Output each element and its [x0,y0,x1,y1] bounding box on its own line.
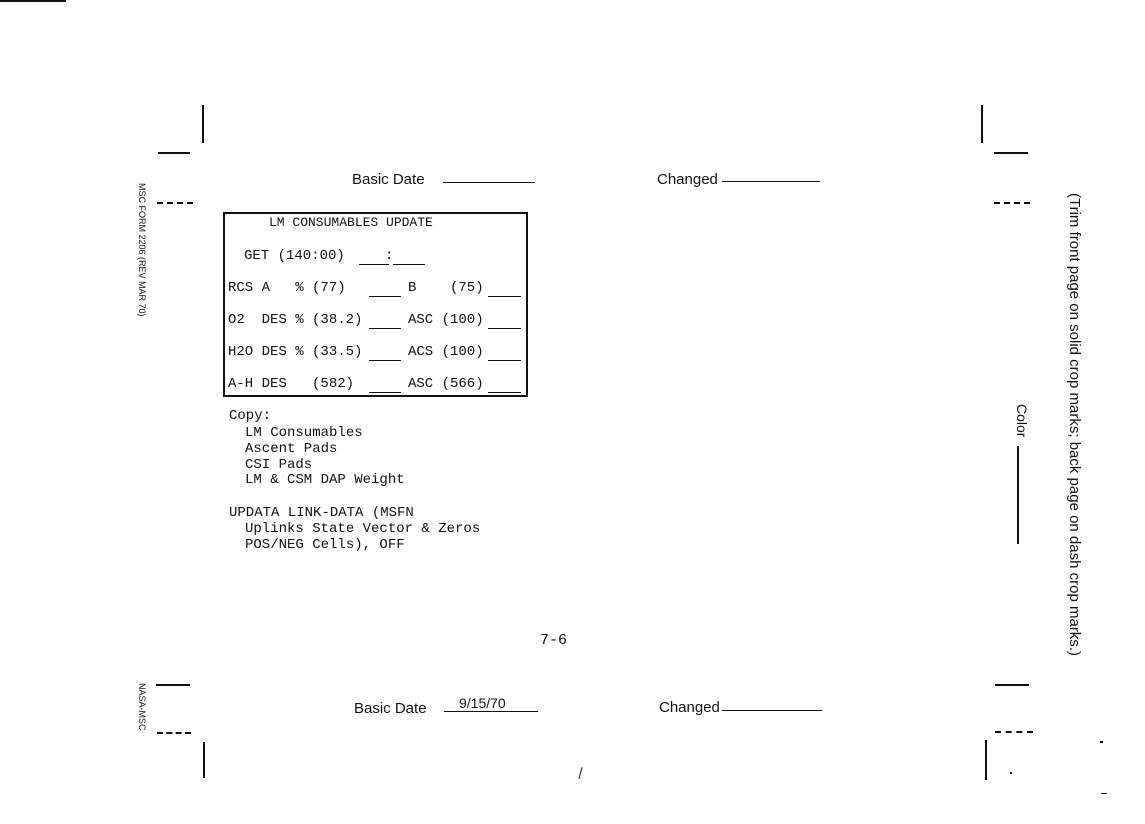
rcs-a-field[interactable] [369,296,401,297]
footer-basic-date-label: Basic Date [354,700,427,717]
scan-speck [1100,741,1103,743]
row-h2o-right: ACS (100) [408,344,484,360]
row-ah-left: A-H DES (582) [228,376,355,392]
footer-changed-field[interactable] [722,710,822,711]
copy-item: LM & CSM DAP Weight [245,472,405,488]
copy-item: Ascent Pads [245,441,338,457]
dash-crop-mark [157,202,193,204]
get-colon: : [385,248,394,264]
crop-mark-horizontal [158,152,190,154]
color-field[interactable] [1017,446,1019,544]
header-basic-date-label: Basic Date [352,171,425,188]
h2o-acs-field[interactable] [488,360,521,361]
copy-item: CSI Pads [245,457,313,473]
scan-speck [1101,793,1107,794]
row-ah-right: ASC (566) [408,376,484,392]
footer-changed-label: Changed [659,699,720,716]
row-o2-right: ASC (100) [408,312,484,328]
consumables-box [223,212,528,397]
header-changed-field[interactable] [722,181,820,182]
crop-mark-horizontal [995,684,1029,686]
ah-asc-field[interactable] [488,392,521,393]
form-footer: NASA-MSC [137,683,147,731]
updata-line: POS/NEG Cells), OFF [245,537,405,553]
o2-des-field[interactable] [369,328,401,329]
get-hours-field[interactable] [359,264,389,265]
page-number: 7-6 [540,632,568,649]
updata-line: UPDATA LINK-DATA (MSFN [229,505,414,521]
updata-line: Uplinks State Vector & Zeros [245,521,481,537]
scan-speck [578,767,582,779]
row-o2-left: O2 DES % (38.2) [228,312,363,328]
footer-basic-date-field[interactable] [444,711,538,712]
color-label: Color [1014,404,1030,438]
footer-basic-date-value: 9/15/70 [459,695,506,711]
form-id: MSC FORM 2206 (REV MAR 70) [137,183,147,317]
copy-item: LM Consumables [245,425,363,441]
crop-mark-vertical [981,105,983,143]
row-h2o-left: H2O DES % (33.5) [228,344,363,360]
dash-crop-mark [995,731,1033,733]
ah-des-field[interactable] [369,392,401,393]
trim-note: (Trim front page on solid crop marks; back page on dash crop marks.) [1066,193,1083,656]
get-minutes-field[interactable] [393,264,425,265]
crop-mark-vertical [203,742,205,778]
h2o-des-field[interactable] [369,360,401,361]
copy-heading: Copy: [229,408,272,424]
crop-mark-vertical [202,105,204,143]
header-basic-date-field[interactable] [443,182,535,183]
crop-mark-horizontal [994,152,1028,154]
row-rcs-right: B (75) [408,280,484,296]
corner-mark [0,0,66,2]
rcs-b-field[interactable] [488,296,521,297]
scan-speck [1010,772,1012,774]
row-rcs-left: RCS A % (77) [228,280,346,296]
box-title: LM CONSUMABLES UPDATE [269,215,433,230]
crop-mark-horizontal [156,684,190,686]
dash-crop-mark [157,732,191,734]
header-changed-label: Changed [657,171,718,188]
dash-crop-mark [994,202,1030,204]
get-label: GET (140:00) [244,248,345,264]
o2-asc-field[interactable] [488,328,521,329]
crop-mark-vertical [985,740,987,780]
